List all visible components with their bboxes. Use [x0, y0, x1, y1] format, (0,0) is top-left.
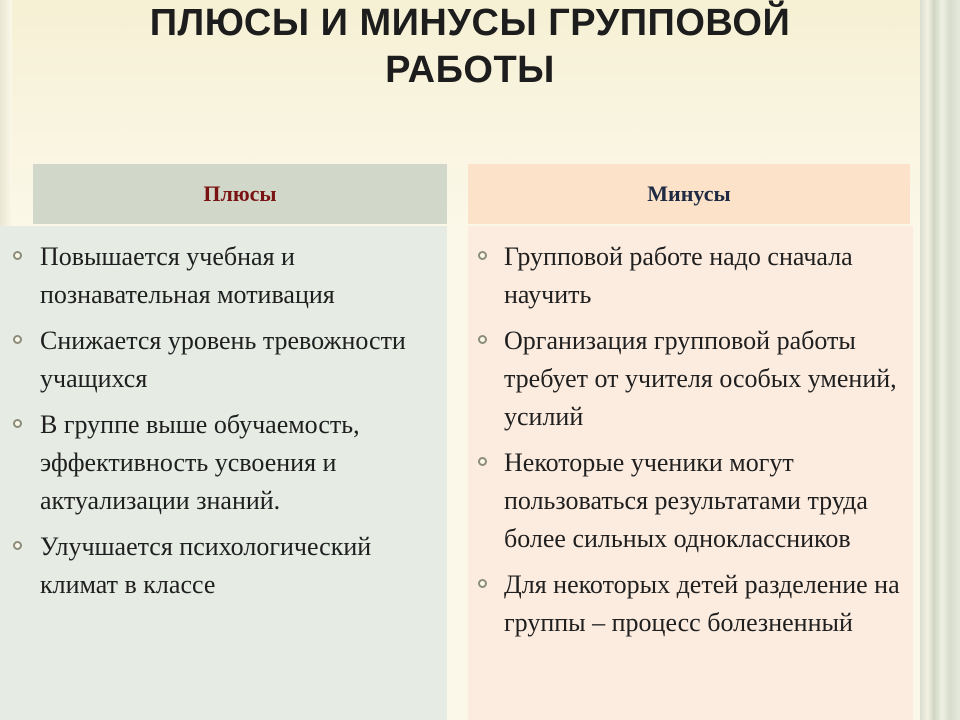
pros-item-text: В группе выше обучаемость, эффективность усвоения и актуализации знаний. [40, 410, 360, 515]
slide-title-line-2: РАБОТЫ [385, 49, 555, 91]
cons-item [468, 322, 913, 436]
slide-title [60, 0, 880, 94]
pros-item-text: Улучшается психологический климат в классе [40, 532, 372, 599]
cons-list [468, 238, 913, 642]
slide-right-edge [920, 0, 960, 720]
bullet-circle-icon [13, 419, 22, 428]
cons-item-text: Групповой работе надо сначала научить [504, 242, 853, 309]
pros-item [0, 238, 447, 314]
pros-list [0, 238, 447, 604]
pros-item [0, 322, 447, 398]
cons-item [468, 566, 913, 642]
pros-item [0, 406, 447, 520]
cons-item-text: Для некоторых детей разделение на группы – процесс болезненный [504, 570, 900, 637]
cons-column [468, 226, 913, 720]
cons-item-text: Некоторые ученики могут пользоваться результатами труда более сильных одноклассников [504, 448, 868, 553]
slide-title-line-1: ПЛЮСЫ И МИНУСЫ ГРУППОВОЙ [149, 2, 791, 44]
pros-item-text: Снижается уровень тревожности учащихся [40, 326, 406, 393]
bullet-circle-icon [478, 579, 487, 588]
bullet-circle-icon [478, 457, 487, 466]
pros-item-text: Повышается учебная и познавательная мотивация [40, 242, 335, 309]
bullet-circle-icon [478, 335, 487, 344]
cons-header: Минусы [468, 164, 910, 224]
cons-item [468, 238, 913, 314]
pros-column [0, 226, 447, 720]
pros-item [0, 528, 447, 604]
pros-header: Плюсы [33, 164, 447, 224]
bullet-circle-icon [13, 335, 22, 344]
bullet-circle-icon [13, 541, 22, 550]
bullet-circle-icon [13, 251, 22, 260]
cons-item [468, 444, 913, 558]
cons-item-text: Организация групповой работы требует от учителя особых умений, усилий [504, 326, 897, 431]
bullet-circle-icon [478, 251, 487, 260]
